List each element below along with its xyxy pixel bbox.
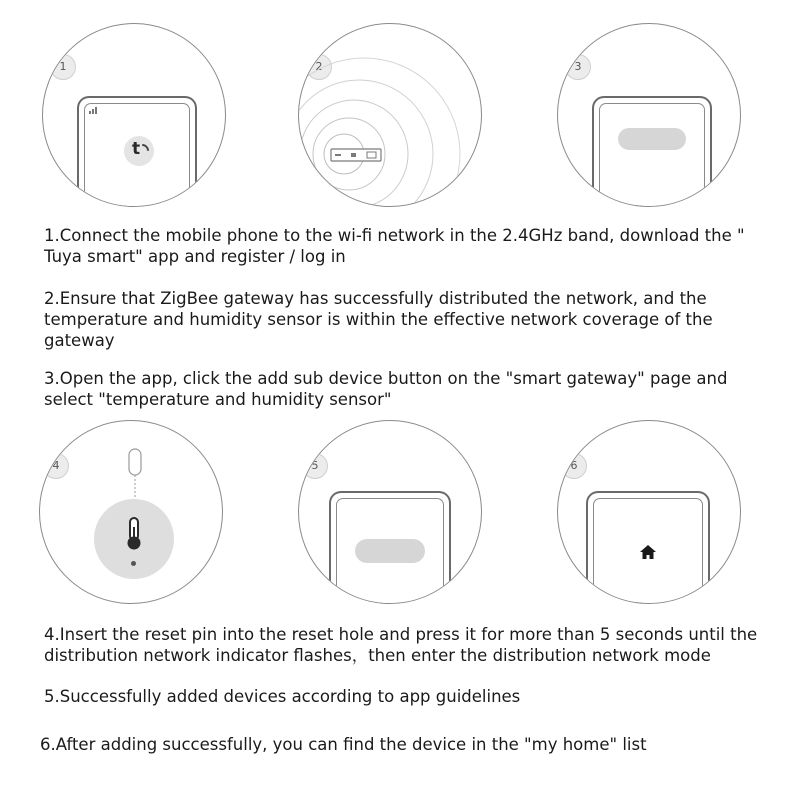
tuya-app-letter: t [132, 139, 141, 159]
step-3-badge: 3 [565, 54, 591, 80]
tuya-app-icon [124, 136, 154, 166]
instruction-5: 5.Successfully added devices according to app guidelines [44, 687, 521, 706]
step-6-illustration [557, 420, 741, 604]
step-6-badge: 6 [561, 453, 587, 479]
step-1-illustration [42, 23, 226, 207]
phone-outline [586, 491, 710, 604]
phone-outline [77, 96, 197, 207]
sensor-device [94, 499, 174, 579]
step-2-badge: 2 [306, 54, 332, 80]
signal-icon [89, 106, 105, 114]
instruction-6: 6.After adding successfully, you can find the device in the "my home" list [40, 735, 647, 754]
add-sub-device-button [355, 539, 425, 563]
indicator-light [131, 561, 136, 566]
step-5-illustration [298, 420, 482, 604]
phone-outline [329, 491, 451, 604]
gateway-signal-icon [299, 24, 481, 206]
step-2-illustration [298, 23, 482, 207]
thermometer-icon [124, 517, 144, 551]
step-3-illustration [557, 23, 741, 207]
home-icon [640, 545, 656, 559]
add-sub-device-button [618, 128, 686, 150]
instruction-2: 2.Ensure that ZigBee gateway has successfully distributed the network, and the temperature and humidity sensor is within the effective network coverage of the gateway [44, 289, 713, 350]
step-4-illustration [39, 420, 223, 604]
step-5-badge: 5 [302, 453, 328, 479]
phone-outline [592, 96, 712, 207]
instruction-3: 3.Open the app, click the add sub device button on the "smart gateway" page and select "temperature and humidity sensor" [44, 369, 728, 409]
instruction-1: 1.Connect the mobile phone to the wi-fi network in the 2.4GHz band, download the " Tuya smart" app and register / log in [44, 226, 745, 266]
step-4-badge: 4 [43, 453, 69, 479]
step-1-badge: 1 [50, 54, 76, 80]
instruction-4: 4.Insert the reset pin into the reset hole and press it for more than 5 seconds until the distribution network indicator flashes，then enter the distribution network mode [44, 625, 758, 665]
